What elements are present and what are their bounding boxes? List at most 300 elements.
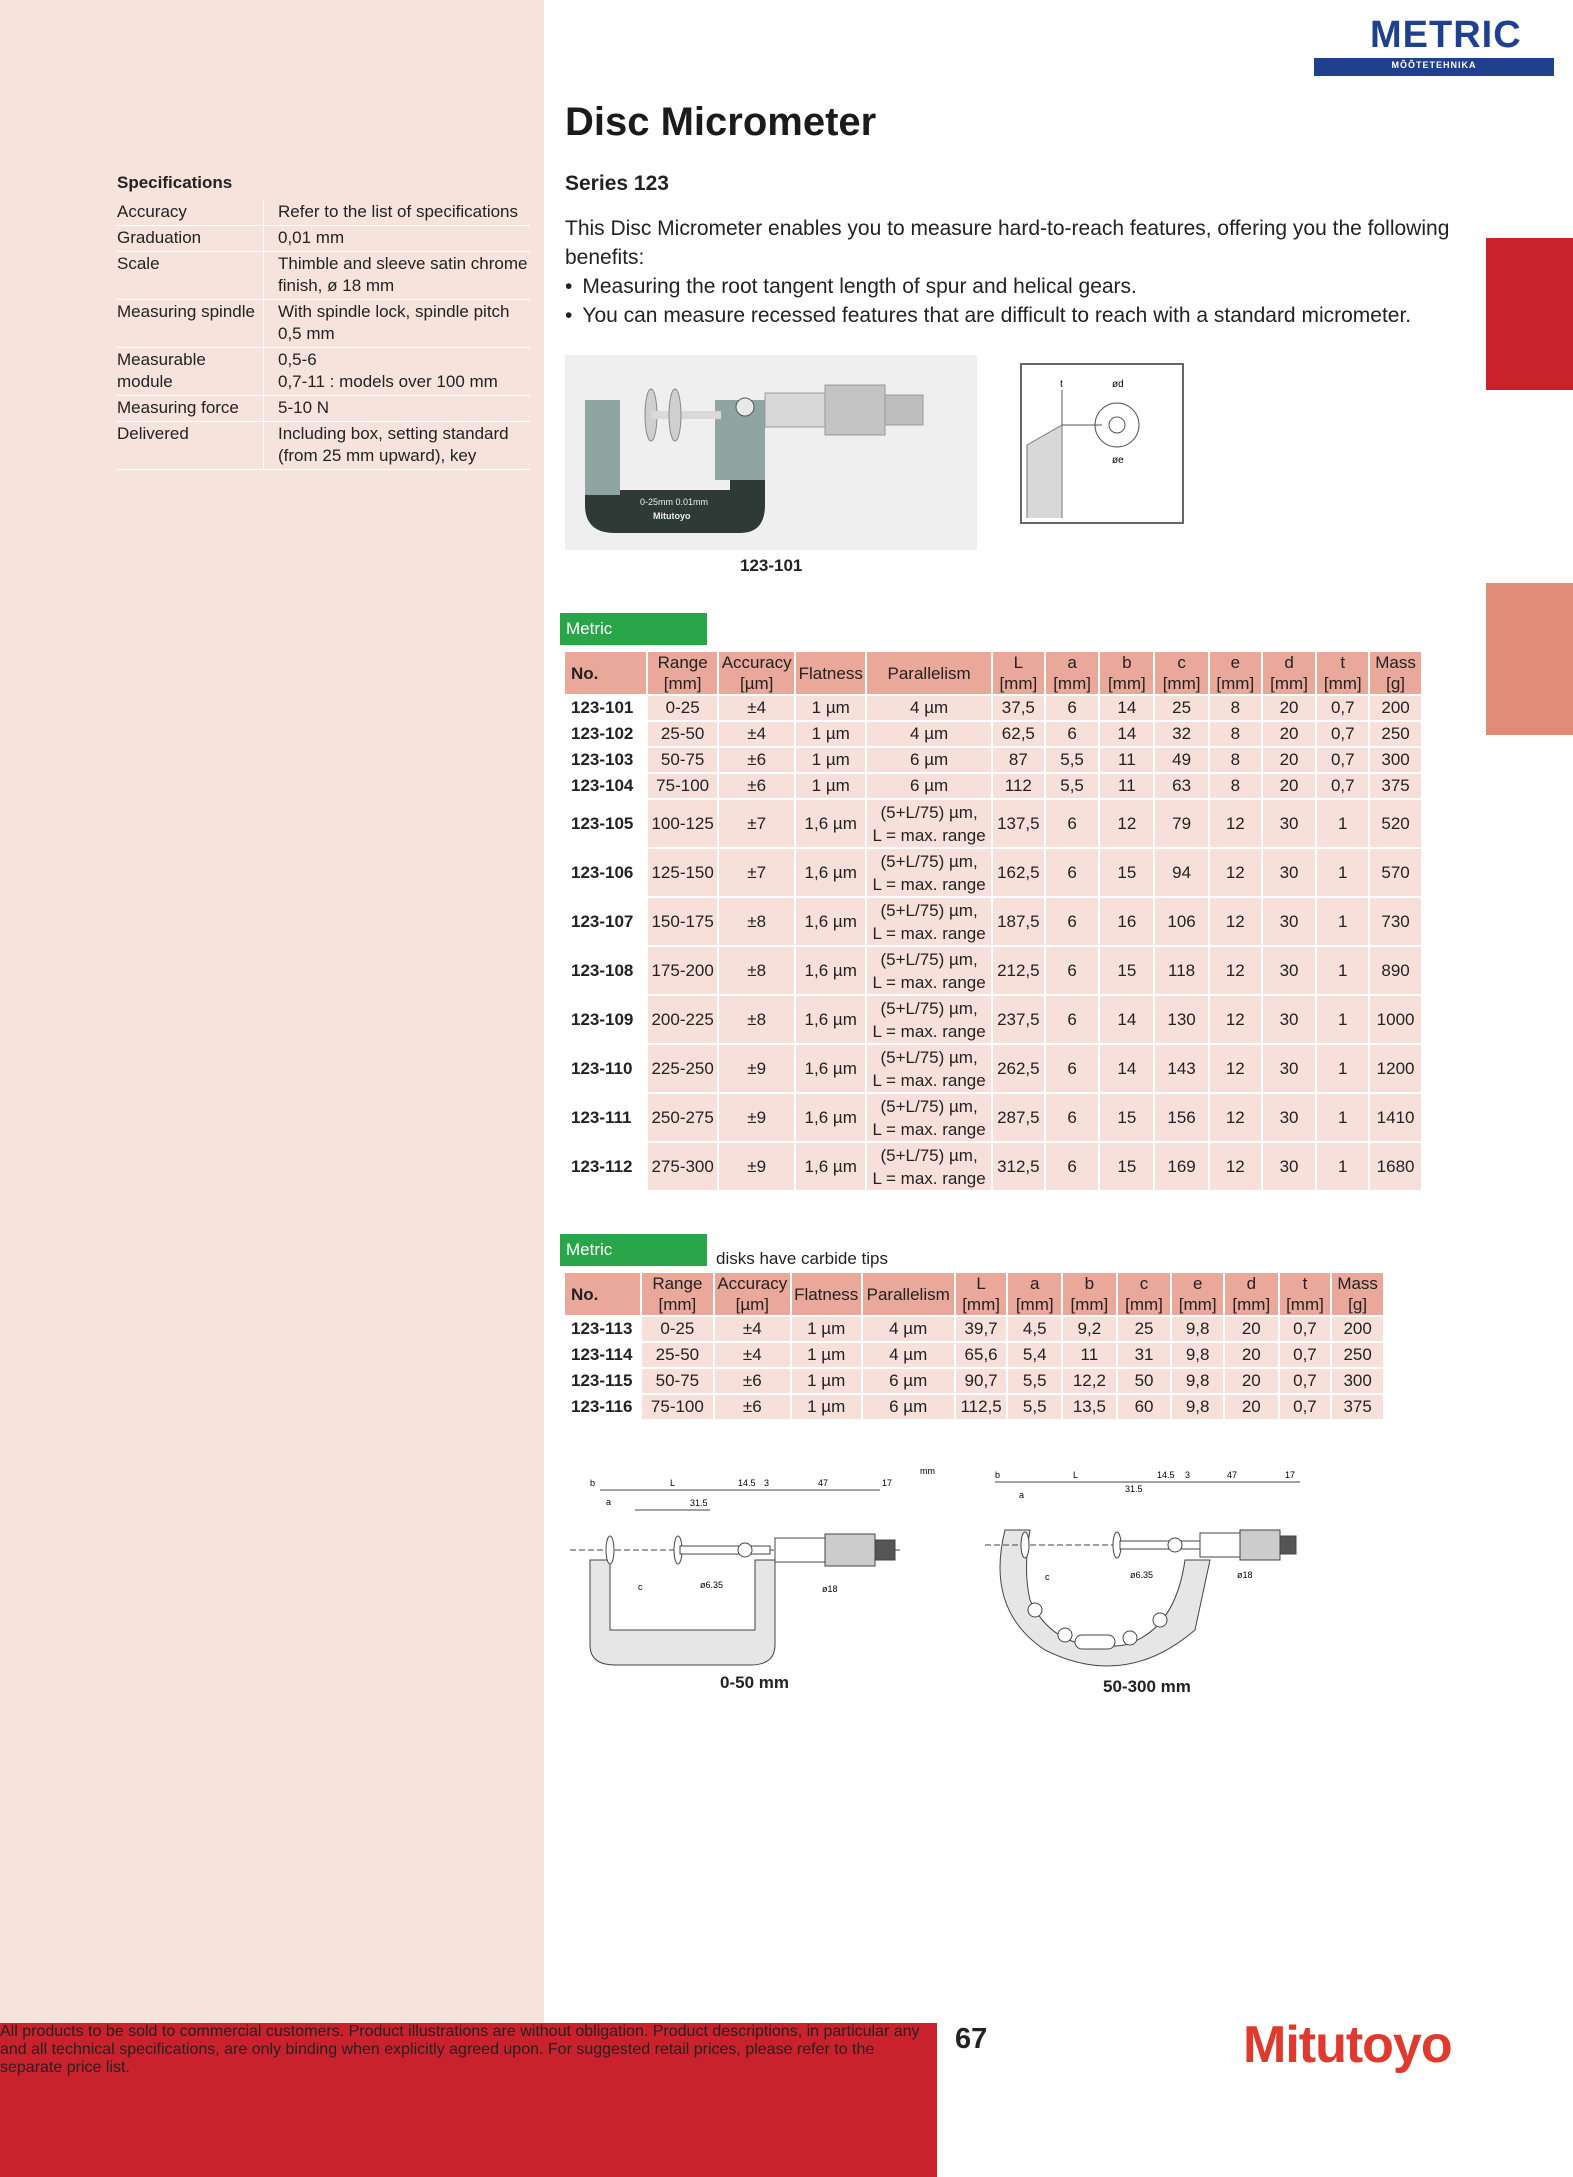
table-cell: 1 µm <box>796 722 865 748</box>
svg-text:a: a <box>1019 1490 1025 1500</box>
drawing-unit: mm <box>920 1466 935 1476</box>
table-cell: 20 <box>1263 696 1316 722</box>
table-cell: 14 <box>1100 996 1153 1045</box>
table-row <box>565 1395 1383 1421</box>
table-cell: 12 <box>1210 849 1261 898</box>
table-cell: ±9 <box>719 1045 794 1094</box>
table-cell: 0,7 <box>1280 1395 1331 1421</box>
svg-text:17: 17 <box>1285 1470 1296 1480</box>
svg-text:L: L <box>1073 1470 1079 1480</box>
table-cell: 75-100 <box>648 774 717 800</box>
table-row <box>565 1143 1421 1192</box>
model-number: 123-103 <box>565 748 646 774</box>
table-cell: 200 <box>1370 696 1421 722</box>
table-cell: 12 <box>1210 1143 1261 1192</box>
spec-row <box>117 396 530 422</box>
column-header: t [mm] <box>1317 652 1368 696</box>
table-cell: 16 <box>1100 898 1153 947</box>
svg-text:17: 17 <box>882 1478 893 1488</box>
table-cell: 9,8 <box>1172 1343 1223 1369</box>
mitutoyo-logo: Mitutoyo <box>1243 2016 1452 2074</box>
drawing-50-300 <box>975 1460 1315 1695</box>
specifications <box>117 172 530 470</box>
table-cell: 890 <box>1370 947 1421 996</box>
table2-badge: Metric <box>560 1234 707 1266</box>
svg-text:c: c <box>1045 1572 1050 1582</box>
svg-text:31.5: 31.5 <box>1125 1484 1143 1494</box>
table-cell: 1,6 µm <box>796 898 865 947</box>
table-cell: 15 <box>1100 1094 1153 1143</box>
table-cell: 1 <box>1317 849 1368 898</box>
table-cell: 15 <box>1100 849 1153 898</box>
table-cell: 1 <box>1317 996 1368 1045</box>
table-cell: 312,5 <box>993 1143 1044 1192</box>
table-cell: 25 <box>1118 1317 1171 1343</box>
table-cell: 1 µm <box>792 1317 861 1343</box>
measurement-diagram <box>1020 363 1184 524</box>
table-cell: 37,5 <box>993 696 1044 722</box>
table-cell: 8 <box>1210 722 1261 748</box>
page-title: Disc Micrometer <box>565 100 877 144</box>
footer-disclaimer: All products to be sold to commercial customers. Product illustrations are without obligation. Product descriptions, in particular any and all technical specifications, are only binding when explicitly agreed upon. For suggested retail prices, please refer to the separate price list. <box>0 2023 920 2076</box>
side-tab-salmon <box>1486 583 1573 735</box>
table-row <box>565 1369 1383 1395</box>
table-cell: 118 <box>1155 947 1208 996</box>
spec-value: Including box, setting standard (from 25 mm upward), key <box>264 422 531 470</box>
table-row <box>565 722 1421 748</box>
svg-text:ø6.35: ø6.35 <box>700 1580 724 1590</box>
column-header: Flatness <box>792 1273 861 1317</box>
table-cell: 12 <box>1210 947 1261 996</box>
table-cell: 63 <box>1155 774 1208 800</box>
table-cell: 30 <box>1263 947 1316 996</box>
table-cell: 287,5 <box>993 1094 1044 1143</box>
svg-text:14.5: 14.5 <box>738 1478 756 1488</box>
table-cell: ±9 <box>719 1094 794 1143</box>
table-cell: (5+L/75) µm, L = max. range <box>867 996 991 1045</box>
table-cell: 12 <box>1210 898 1261 947</box>
table-cell: ±4 <box>719 722 794 748</box>
table-cell: ±7 <box>719 849 794 898</box>
table-cell: 6 µm <box>863 1395 954 1421</box>
table-cell: 30 <box>1263 800 1316 849</box>
spec-value: 0,01 mm <box>264 226 531 252</box>
table-cell: 520 <box>1370 800 1421 849</box>
table-cell: 20 <box>1263 722 1316 748</box>
table-cell: 1 <box>1317 800 1368 849</box>
table-cell: 0-25 <box>642 1317 713 1343</box>
table-cell: 0,7 <box>1317 722 1368 748</box>
svg-text:L: L <box>670 1478 676 1488</box>
table-cell: 11 <box>1100 748 1153 774</box>
table-cell: 30 <box>1263 996 1316 1045</box>
model-number: 123-112 <box>565 1143 646 1192</box>
table-cell: 0,7 <box>1280 1369 1331 1395</box>
table-cell: 275-300 <box>648 1143 717 1192</box>
model-number: 123-113 <box>565 1317 640 1343</box>
table-cell: 31 <box>1118 1343 1171 1369</box>
spec-key: Measurable module <box>117 348 264 396</box>
page-number: 67 <box>955 2023 988 2055</box>
table-cell: 137,5 <box>993 800 1044 849</box>
model-number: 123-106 <box>565 849 646 898</box>
table-cell: ±6 <box>715 1369 790 1395</box>
column-header: Mass [g] <box>1332 1273 1383 1317</box>
table-cell: 49 <box>1155 748 1208 774</box>
table-cell: 20 <box>1225 1317 1278 1343</box>
table-cell: 25-50 <box>648 722 717 748</box>
table-cell: ±9 <box>719 1143 794 1192</box>
table-cell: 30 <box>1263 898 1316 947</box>
table-cell: 12 <box>1210 1045 1261 1094</box>
table-cell: 1200 <box>1370 1045 1421 1094</box>
spec-key: Measuring spindle <box>117 300 264 348</box>
table-cell: 1,6 µm <box>796 947 865 996</box>
table-cell: 8 <box>1210 748 1261 774</box>
table-cell: 1 <box>1317 1143 1368 1192</box>
table-cell: 1680 <box>1370 1143 1421 1192</box>
table-cell: 130 <box>1155 996 1208 1045</box>
table-cell: 4 µm <box>863 1343 954 1369</box>
table-cell: 375 <box>1332 1395 1383 1421</box>
table-cell: 4 µm <box>867 696 991 722</box>
table-cell: 0,7 <box>1280 1343 1331 1369</box>
benefit-item: • Measuring the root tangent length of spur and helical gears. <box>565 272 1465 301</box>
table-cell: 15 <box>1100 947 1153 996</box>
model-number: 123-111 <box>565 1094 646 1143</box>
spec-row <box>117 422 530 470</box>
table-cell: ±4 <box>719 696 794 722</box>
column-header: Accuracy [µm] <box>715 1273 790 1317</box>
table-cell: 106 <box>1155 898 1208 947</box>
table-cell: 30 <box>1263 849 1316 898</box>
table-cell: 375 <box>1370 774 1421 800</box>
intro <box>565 214 1465 330</box>
table-cell: 6 <box>1046 800 1099 849</box>
benefit-item: • You can measure recessed features that are difficult to reach with a standard micrometer. <box>565 301 1465 330</box>
svg-text:ø6.35: ø6.35 <box>1130 1570 1154 1580</box>
table-cell: 1,6 µm <box>796 800 865 849</box>
table-cell: 225-250 <box>648 1045 717 1094</box>
table-cell: 730 <box>1370 898 1421 947</box>
column-header: No. <box>565 652 646 696</box>
frame-label: 0-25mm 0.01mm <box>640 497 709 507</box>
table-cell: 1 µm <box>796 774 865 800</box>
table-cell: 162,5 <box>993 849 1044 898</box>
table-cell: 5,5 <box>1046 748 1099 774</box>
table-cell: 212,5 <box>993 947 1044 996</box>
table-cell: 0,7 <box>1317 774 1368 800</box>
drawing-caption-left: 0-50 mm <box>720 1673 789 1692</box>
table-cell: 30 <box>1263 1143 1316 1192</box>
model-number: 123-104 <box>565 774 646 800</box>
table-cell: 6 <box>1046 947 1099 996</box>
table-cell: 15 <box>1100 1143 1153 1192</box>
table-cell: 1 <box>1317 1094 1368 1143</box>
table-cell: 5,5 <box>1008 1395 1061 1421</box>
column-header: Flatness <box>796 652 865 696</box>
column-header: b [mm] <box>1100 652 1153 696</box>
column-header: c [mm] <box>1118 1273 1171 1317</box>
table-row <box>565 898 1421 947</box>
table-cell: ±8 <box>719 947 794 996</box>
table-row <box>565 774 1421 800</box>
table-cell: ±8 <box>719 898 794 947</box>
table-cell: 1 <box>1317 947 1368 996</box>
svg-text:b: b <box>590 1478 596 1488</box>
table-cell: 20 <box>1263 774 1316 800</box>
table2-note: disks have carbide tips <box>716 1249 888 1268</box>
model-number: 123-109 <box>565 996 646 1045</box>
table-cell: 6 <box>1046 696 1099 722</box>
frame-brand: Mitutoyo <box>653 511 691 521</box>
svg-text:47: 47 <box>818 1478 829 1488</box>
column-header: Accuracy [µm] <box>719 652 794 696</box>
table1-badge: Metric <box>560 613 707 645</box>
table-row <box>565 748 1421 774</box>
table-cell: 4 µm <box>863 1317 954 1343</box>
column-header: c [mm] <box>1155 652 1208 696</box>
spec-row <box>117 252 530 300</box>
table-cell: 570 <box>1370 849 1421 898</box>
table-cell: 112,5 <box>956 1395 1007 1421</box>
table-cell: 12 <box>1100 800 1153 849</box>
table-cell: 169 <box>1155 1143 1208 1192</box>
table-cell: 0,7 <box>1317 696 1368 722</box>
svg-text:b: b <box>995 1470 1001 1480</box>
table-cell: (5+L/75) µm, L = max. range <box>867 1094 991 1143</box>
spec-row <box>117 200 530 226</box>
table-cell: 0,7 <box>1280 1317 1331 1343</box>
table-cell: 5,5 <box>1046 774 1099 800</box>
table-cell: 1410 <box>1370 1094 1421 1143</box>
table-cell: (5+L/75) µm, L = max. range <box>867 1045 991 1094</box>
svg-text:14.5: 14.5 <box>1157 1470 1175 1480</box>
table-cell: 125-150 <box>648 849 717 898</box>
column-header: L [mm] <box>956 1273 1007 1317</box>
table-cell: 1,6 µm <box>796 996 865 1045</box>
table-cell: 9,2 <box>1063 1317 1116 1343</box>
table-cell: 62,5 <box>993 722 1044 748</box>
table-cell: ±4 <box>715 1317 790 1343</box>
table-cell: 0-25 <box>648 696 717 722</box>
table-cell: 30 <box>1263 1045 1316 1094</box>
table-cell: 250 <box>1332 1343 1383 1369</box>
svg-text:3: 3 <box>764 1478 770 1488</box>
svg-text:ø18: ø18 <box>1237 1570 1253 1580</box>
table-cell: 300 <box>1332 1369 1383 1395</box>
column-header: b [mm] <box>1063 1273 1116 1317</box>
table-cell: 6 <box>1046 1045 1099 1094</box>
model-number: 123-114 <box>565 1343 640 1369</box>
table-cell: 1 µm <box>796 748 865 774</box>
table-cell: 250 <box>1370 722 1421 748</box>
table-cell: 25 <box>1155 696 1208 722</box>
column-header: t [mm] <box>1280 1273 1331 1317</box>
column-header: d [mm] <box>1263 652 1316 696</box>
column-header: Range [mm] <box>642 1273 713 1317</box>
table-cell: 60 <box>1118 1395 1171 1421</box>
table-cell: 94 <box>1155 849 1208 898</box>
table-cell: 4,5 <box>1008 1317 1061 1343</box>
table-row <box>565 1343 1383 1369</box>
spec-value: With spindle lock, spindle pitch 0,5 mm <box>264 300 531 348</box>
table-row <box>565 1094 1421 1143</box>
column-header: a [mm] <box>1046 652 1099 696</box>
table-row <box>565 849 1421 898</box>
table-cell: 6 <box>1046 898 1099 947</box>
table-cell: 1 µm <box>796 696 865 722</box>
table-cell: 20 <box>1225 1343 1278 1369</box>
logo-subtitle: MÕÕTETEHNIKA <box>1391 60 1477 70</box>
specifications-title: Specifications <box>117 173 233 192</box>
svg-text:c: c <box>638 1582 643 1592</box>
model-number: 123-102 <box>565 722 646 748</box>
table-cell: 30 <box>1263 1094 1316 1143</box>
table-cell: 6 <box>1046 996 1099 1045</box>
column-header: L [mm] <box>993 652 1044 696</box>
table-cell: 87 <box>993 748 1044 774</box>
table-cell: (5+L/75) µm, L = max. range <box>867 898 991 947</box>
spec-row <box>117 300 530 348</box>
table-cell: 12 <box>1210 996 1261 1045</box>
table-row <box>565 696 1421 722</box>
table-cell: 175-200 <box>648 947 717 996</box>
table-cell: 12,2 <box>1063 1369 1116 1395</box>
table-cell: 143 <box>1155 1045 1208 1094</box>
table-cell: 20 <box>1263 748 1316 774</box>
table-cell: 25-50 <box>642 1343 713 1369</box>
svg-text:3: 3 <box>1185 1470 1191 1480</box>
table-cell: 4 µm <box>867 722 991 748</box>
table-cell: ±6 <box>715 1395 790 1421</box>
logo-word: METRIC <box>1370 14 1522 56</box>
table-cell: 50-75 <box>642 1369 713 1395</box>
model-number: 123-107 <box>565 898 646 947</box>
spec-row <box>117 226 530 252</box>
table-cell: 1 <box>1317 898 1368 947</box>
benefit-list <box>565 272 1465 330</box>
specifications-table <box>117 200 530 470</box>
table-cell: 39,7 <box>956 1317 1007 1343</box>
column-header: Parallelism <box>863 1273 954 1317</box>
model-number: 123-101 <box>565 696 646 722</box>
table-cell: 5,5 <box>1008 1369 1061 1395</box>
table-cell: 100-125 <box>648 800 717 849</box>
spec-value: Thimble and sleeve satin chrome finish, ø 18 mm <box>264 252 531 300</box>
table-cell: ±6 <box>719 748 794 774</box>
table-cell: 75-100 <box>642 1395 713 1421</box>
table-cell: 12 <box>1210 1094 1261 1143</box>
table-cell: 262,5 <box>993 1045 1044 1094</box>
table-row <box>565 800 1421 849</box>
table-cell: 6 <box>1046 722 1099 748</box>
table-cell: 150-175 <box>648 898 717 947</box>
side-tab-red <box>1486 238 1573 390</box>
model-number: 123-108 <box>565 947 646 996</box>
table-cell: ±6 <box>719 774 794 800</box>
svg-text:47: 47 <box>1227 1470 1238 1480</box>
table-cell: 1 µm <box>792 1369 861 1395</box>
drawing-0-50 <box>560 1460 940 1685</box>
table-row <box>565 996 1421 1045</box>
photo-caption: 123-101 <box>740 556 803 575</box>
table-cell: 1 µm <box>792 1395 861 1421</box>
table-cell: 9,8 <box>1172 1395 1223 1421</box>
table-cell: 13,5 <box>1063 1395 1116 1421</box>
table-cell: 20 <box>1225 1395 1278 1421</box>
product-photo <box>565 355 977 550</box>
column-header: d [mm] <box>1225 1273 1278 1317</box>
table-cell: ±8 <box>719 996 794 1045</box>
table-cell: 1,6 µm <box>796 849 865 898</box>
column-header: No. <box>565 1273 640 1317</box>
svg-text:31.5: 31.5 <box>690 1498 708 1508</box>
table-cell: 237,5 <box>993 996 1044 1045</box>
table-cell: (5+L/75) µm, L = max. range <box>867 947 991 996</box>
model-number: 123-110 <box>565 1045 646 1094</box>
table-cell: ±7 <box>719 800 794 849</box>
table-cell: 50 <box>1118 1369 1171 1395</box>
table-cell: 14 <box>1100 696 1153 722</box>
table-cell: 79 <box>1155 800 1208 849</box>
table-cell: 1 <box>1317 1045 1368 1094</box>
table-cell: 20 <box>1225 1369 1278 1395</box>
table-cell: 1,6 µm <box>796 1045 865 1094</box>
table-cell: 1000 <box>1370 996 1421 1045</box>
table-cell: 1,6 µm <box>796 1094 865 1143</box>
svg-text:a: a <box>606 1497 612 1507</box>
column-header: e [mm] <box>1172 1273 1223 1317</box>
table-cell: (5+L/75) µm, L = max. range <box>867 1143 991 1192</box>
metric-logo <box>1314 14 1554 76</box>
series-heading: Series 123 <box>565 172 669 195</box>
table-cell: 50-75 <box>648 748 717 774</box>
table-cell: (5+L/75) µm, L = max. range <box>867 800 991 849</box>
table-cell: 8 <box>1210 774 1261 800</box>
spec-key: Accuracy <box>117 200 264 226</box>
diagram-label-d: ød <box>1112 379 1124 390</box>
table-row <box>565 947 1421 996</box>
table-cell: 112 <box>993 774 1044 800</box>
spec-key: Graduation <box>117 226 264 252</box>
intro-text: This Disc Micrometer enables you to measure hard-to-reach features, offering you the following benefits: <box>565 217 1450 269</box>
table-cell: 32 <box>1155 722 1208 748</box>
spec-table-1 <box>563 652 1423 1192</box>
table-cell: 1 µm <box>792 1343 861 1369</box>
table-cell: 0,7 <box>1317 748 1368 774</box>
spec-key: Measuring force <box>117 396 264 422</box>
spec-key: Delivered <box>117 422 264 470</box>
table-cell: 14 <box>1100 722 1153 748</box>
diagram-label-e: øe <box>1112 455 1124 466</box>
table-cell: 6 µm <box>863 1369 954 1395</box>
table-cell: 8 <box>1210 696 1261 722</box>
svg-text:ø18: ø18 <box>822 1584 838 1594</box>
spec-value: 5-10 N <box>264 396 531 422</box>
diagram-label-t: t <box>1060 379 1063 390</box>
spec-row <box>117 348 530 396</box>
table-row <box>565 1317 1383 1343</box>
table-cell: 6 <box>1046 1143 1099 1192</box>
table-cell: 6 <box>1046 1094 1099 1143</box>
column-header: Range [mm] <box>648 652 717 696</box>
column-header: a [mm] <box>1008 1273 1061 1317</box>
column-header: e [mm] <box>1210 652 1261 696</box>
column-header: Mass [g] <box>1370 652 1421 696</box>
table-cell: 156 <box>1155 1094 1208 1143</box>
table-cell: 12 <box>1210 800 1261 849</box>
